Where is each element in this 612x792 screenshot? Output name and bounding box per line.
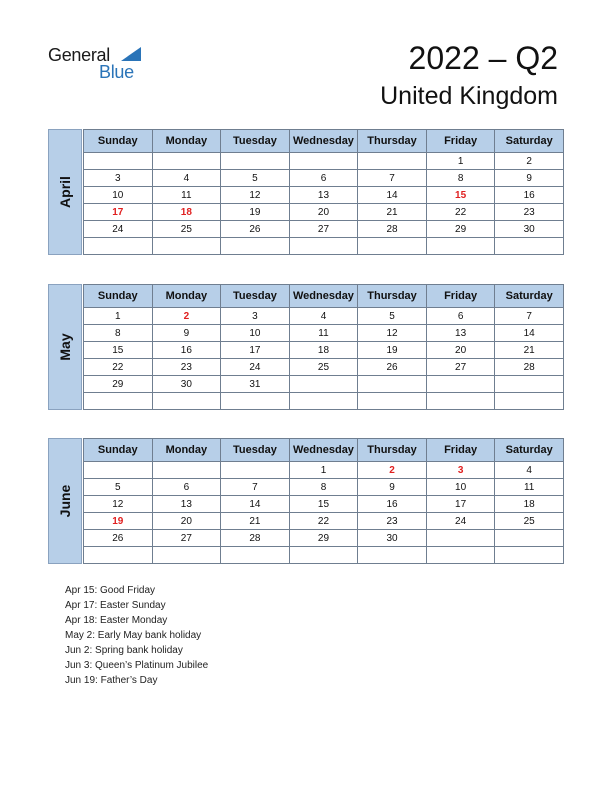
month-table <box>83 284 564 410</box>
day-cell: 19 <box>221 204 290 221</box>
holiday-item: Jun 19: Father’s Day <box>65 675 158 686</box>
day-cell: 7 <box>358 170 427 187</box>
week-row <box>84 513 564 530</box>
day-cell: 2 <box>358 462 427 479</box>
empty-day-cell <box>152 393 221 410</box>
day-cell: 14 <box>221 496 290 513</box>
day-cell: 6 <box>152 479 221 496</box>
day-cell: 5 <box>84 479 153 496</box>
weekday-header: Saturday <box>495 285 564 308</box>
empty-day-cell <box>358 376 427 393</box>
week-row <box>84 187 564 204</box>
day-cell: 11 <box>289 325 358 342</box>
day-cell: 28 <box>221 530 290 547</box>
weekday-header: Wednesday <box>289 285 358 308</box>
day-cell: 24 <box>84 221 153 238</box>
empty-day-cell <box>358 238 427 255</box>
week-row <box>84 170 564 187</box>
day-cell: 2 <box>152 308 221 325</box>
holiday-item: Apr 15: Good Friday <box>65 585 156 596</box>
day-cell: 4 <box>289 308 358 325</box>
day-cell: 17 <box>84 204 153 221</box>
week-row <box>84 204 564 221</box>
empty-day-cell <box>495 547 564 564</box>
weekday-header: Sunday <box>84 130 153 153</box>
day-cell: 30 <box>152 376 221 393</box>
month-label <box>48 438 82 564</box>
day-cell: 21 <box>221 513 290 530</box>
holiday-item: May 2: Early May bank holiday <box>65 630 202 641</box>
day-cell: 7 <box>221 479 290 496</box>
day-cell: 14 <box>358 187 427 204</box>
day-cell: 15 <box>84 342 153 359</box>
day-cell: 18 <box>289 342 358 359</box>
empty-day-cell <box>426 530 495 547</box>
day-cell: 30 <box>358 530 427 547</box>
day-cell: 25 <box>289 359 358 376</box>
day-cell: 15 <box>426 187 495 204</box>
day-cell: 28 <box>495 359 564 376</box>
day-cell: 23 <box>495 204 564 221</box>
empty-day-cell <box>426 393 495 410</box>
holiday-item: Jun 2: Spring bank holiday <box>65 645 183 656</box>
empty-day-cell <box>289 547 358 564</box>
empty-day-cell <box>221 238 290 255</box>
month-label <box>48 129 82 255</box>
day-cell: 10 <box>84 187 153 204</box>
weekday-header: Sunday <box>84 285 153 308</box>
day-cell: 1 <box>426 153 495 170</box>
day-cell: 23 <box>358 513 427 530</box>
day-cell: 13 <box>152 496 221 513</box>
day-cell: 18 <box>152 204 221 221</box>
holiday-item: Apr 17: Easter Sunday <box>65 600 166 611</box>
day-cell: 19 <box>358 342 427 359</box>
day-cell: 19 <box>84 513 153 530</box>
weekday-header: Monday <box>152 439 221 462</box>
country-name: United Kingdom <box>380 82 558 110</box>
day-cell: 5 <box>358 308 427 325</box>
generalblue-logo <box>48 45 148 85</box>
day-cell: 25 <box>152 221 221 238</box>
empty-day-cell <box>358 393 427 410</box>
day-cell: 28 <box>358 221 427 238</box>
day-cell: 12 <box>84 496 153 513</box>
month-calendar-april <box>48 129 564 255</box>
weekday-header-row <box>84 285 564 308</box>
empty-day-cell <box>221 153 290 170</box>
day-cell: 21 <box>495 342 564 359</box>
day-cell: 2 <box>495 153 564 170</box>
day-cell: 3 <box>221 308 290 325</box>
day-cell: 24 <box>426 513 495 530</box>
empty-day-cell <box>221 547 290 564</box>
day-cell: 4 <box>495 462 564 479</box>
empty-day-cell <box>495 376 564 393</box>
day-cell: 16 <box>358 496 427 513</box>
day-cell: 10 <box>221 325 290 342</box>
week-row <box>84 325 564 342</box>
month-name: May <box>57 333 73 361</box>
empty-day-cell <box>84 238 153 255</box>
empty-day-cell <box>289 238 358 255</box>
day-cell: 12 <box>221 187 290 204</box>
day-cell: 6 <box>426 308 495 325</box>
day-cell: 27 <box>426 359 495 376</box>
week-row <box>84 496 564 513</box>
day-cell: 11 <box>152 187 221 204</box>
weekday-header: Sunday <box>84 439 153 462</box>
empty-day-cell <box>289 393 358 410</box>
empty-day-cell <box>289 376 358 393</box>
week-row <box>84 359 564 376</box>
weekday-header: Thursday <box>358 439 427 462</box>
empty-day-cell <box>495 530 564 547</box>
weekday-header: Wednesday <box>289 439 358 462</box>
weekday-header: Wednesday <box>289 130 358 153</box>
day-cell: 24 <box>221 359 290 376</box>
day-cell: 16 <box>495 187 564 204</box>
empty-day-cell <box>426 376 495 393</box>
month-name: June <box>57 484 73 518</box>
week-row <box>84 153 564 170</box>
month-calendar-may <box>48 284 564 410</box>
week-row <box>84 393 564 410</box>
empty-day-cell <box>221 393 290 410</box>
day-cell: 31 <box>221 376 290 393</box>
day-cell: 22 <box>289 513 358 530</box>
day-cell: 23 <box>152 359 221 376</box>
day-cell: 6 <box>289 170 358 187</box>
day-cell: 29 <box>289 530 358 547</box>
month-calendar-june <box>48 438 564 564</box>
day-cell: 3 <box>426 462 495 479</box>
week-row <box>84 342 564 359</box>
weekday-header: Friday <box>426 130 495 153</box>
day-cell: 20 <box>289 204 358 221</box>
holiday-item: Jun 3: Queen’s Platinum Jubilee <box>65 660 209 671</box>
day-cell: 26 <box>84 530 153 547</box>
day-cell: 22 <box>84 359 153 376</box>
empty-day-cell <box>84 393 153 410</box>
weekday-header: Tuesday <box>221 285 290 308</box>
day-cell: 20 <box>426 342 495 359</box>
month-table <box>83 438 564 564</box>
month-name: April <box>57 176 73 208</box>
weekday-header: Friday <box>426 285 495 308</box>
day-cell: 9 <box>152 325 221 342</box>
empty-day-cell <box>152 462 221 479</box>
day-cell: 17 <box>426 496 495 513</box>
day-cell: 8 <box>426 170 495 187</box>
logo-word-blue: Blue <box>99 62 134 82</box>
day-cell: 16 <box>152 342 221 359</box>
day-cell: 27 <box>289 221 358 238</box>
holiday-list <box>65 583 208 688</box>
empty-day-cell <box>426 547 495 564</box>
week-row <box>84 479 564 496</box>
day-cell: 7 <box>495 308 564 325</box>
week-row <box>84 308 564 325</box>
day-cell: 26 <box>358 359 427 376</box>
day-cell: 27 <box>152 530 221 547</box>
weekday-header: Monday <box>152 130 221 153</box>
day-cell: 13 <box>289 187 358 204</box>
empty-day-cell <box>495 393 564 410</box>
empty-day-cell <box>152 153 221 170</box>
day-cell: 5 <box>221 170 290 187</box>
week-row <box>84 238 564 255</box>
day-cell: 25 <box>495 513 564 530</box>
empty-day-cell <box>289 153 358 170</box>
empty-day-cell <box>152 238 221 255</box>
week-row <box>84 547 564 564</box>
day-cell: 8 <box>84 325 153 342</box>
empty-day-cell <box>426 238 495 255</box>
day-cell: 29 <box>426 221 495 238</box>
week-row <box>84 221 564 238</box>
weekday-header: Monday <box>152 285 221 308</box>
empty-day-cell <box>495 238 564 255</box>
day-cell: 14 <box>495 325 564 342</box>
page-title: 2022 – Q2 <box>408 40 558 76</box>
day-cell: 11 <box>495 479 564 496</box>
empty-day-cell <box>84 462 153 479</box>
weekday-header: Friday <box>426 439 495 462</box>
empty-day-cell <box>358 153 427 170</box>
day-cell: 30 <box>495 221 564 238</box>
month-label <box>48 284 82 410</box>
day-cell: 1 <box>289 462 358 479</box>
week-row <box>84 462 564 479</box>
empty-day-cell <box>84 547 153 564</box>
day-cell: 20 <box>152 513 221 530</box>
day-cell: 9 <box>495 170 564 187</box>
day-cell: 26 <box>221 221 290 238</box>
day-cell: 18 <box>495 496 564 513</box>
weekday-header: Saturday <box>495 439 564 462</box>
day-cell: 13 <box>426 325 495 342</box>
week-row <box>84 376 564 393</box>
empty-day-cell <box>221 462 290 479</box>
holiday-item: Apr 18: Easter Monday <box>65 615 168 626</box>
day-cell: 29 <box>84 376 153 393</box>
weekday-header: Thursday <box>358 285 427 308</box>
day-cell: 9 <box>358 479 427 496</box>
day-cell: 22 <box>426 204 495 221</box>
weekday-header-row <box>84 130 564 153</box>
empty-day-cell <box>358 547 427 564</box>
day-cell: 10 <box>426 479 495 496</box>
logo-triangle-icon <box>121 47 141 61</box>
day-cell: 12 <box>358 325 427 342</box>
day-cell: 1 <box>84 308 153 325</box>
empty-day-cell <box>152 547 221 564</box>
logo-word-general: General <box>48 45 110 65</box>
day-cell: 17 <box>221 342 290 359</box>
weekday-header: Tuesday <box>221 130 290 153</box>
weekday-header: Tuesday <box>221 439 290 462</box>
day-cell: 8 <box>289 479 358 496</box>
day-cell: 4 <box>152 170 221 187</box>
day-cell: 3 <box>84 170 153 187</box>
month-table <box>83 129 564 255</box>
week-row <box>84 530 564 547</box>
weekday-header: Thursday <box>358 130 427 153</box>
day-cell: 21 <box>358 204 427 221</box>
empty-day-cell <box>84 153 153 170</box>
day-cell: 15 <box>289 496 358 513</box>
weekday-header: Saturday <box>495 130 564 153</box>
weekday-header-row <box>84 439 564 462</box>
